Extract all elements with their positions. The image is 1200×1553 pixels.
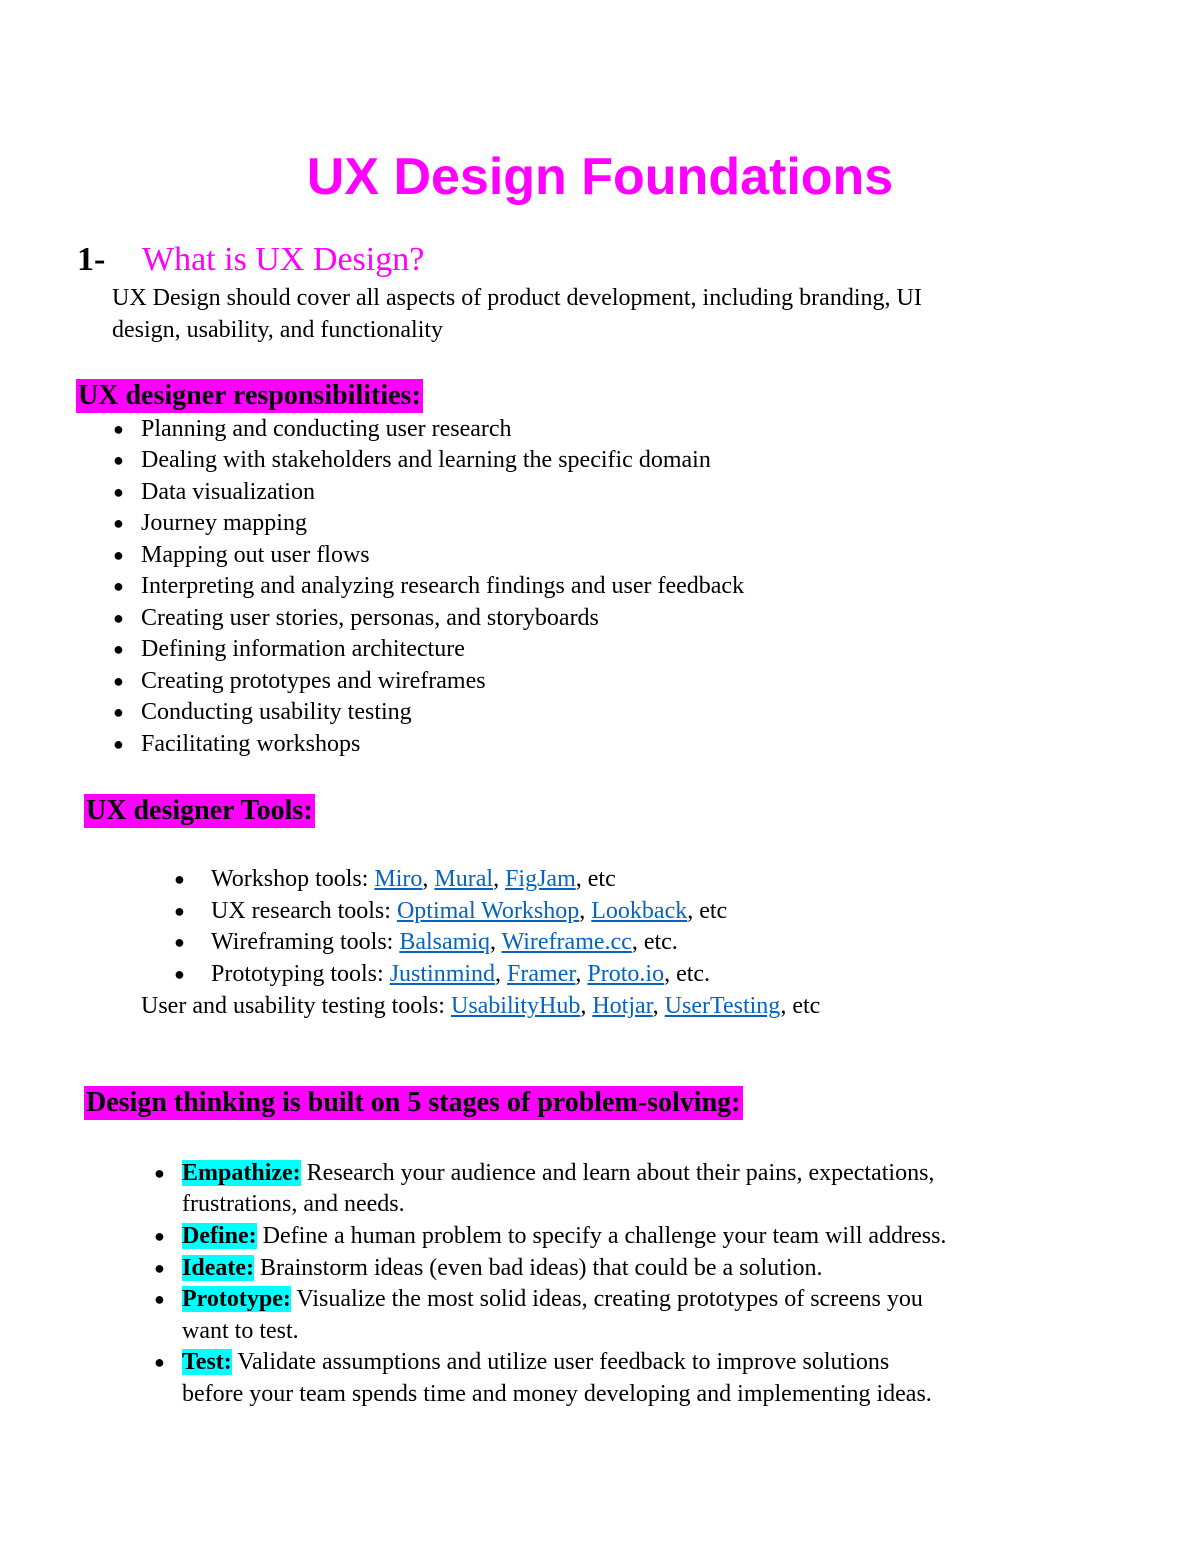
link-figjam[interactable]: FigJam [505, 866, 576, 892]
tool-category-label: UX research tools: [211, 898, 397, 924]
link-framer[interactable]: Framer [507, 961, 576, 987]
bullet-icon: ● [174, 964, 185, 984]
bullet-icon: ● [113, 702, 124, 722]
bullet-icon: ● [154, 1289, 165, 1309]
link-balsamiq[interactable]: Balsamiq [399, 929, 490, 955]
link-lookback[interactable]: Lookback [591, 898, 688, 924]
stage-term: Prototype: [182, 1286, 291, 1312]
link-miro[interactable]: Miro [374, 866, 423, 892]
bullet-icon: ● [113, 608, 124, 628]
page-title: UX Design Foundations [306, 148, 894, 206]
section-number: 1- [77, 241, 106, 278]
stage-term: Ideate: [182, 1255, 254, 1281]
bullet-icon: ● [113, 734, 124, 754]
link-wireframe-cc[interactable]: Wireframe.cc [501, 929, 632, 955]
section-title: What is UX Design? [142, 241, 425, 278]
bullet-icon: ● [154, 1163, 165, 1183]
link-proto-io[interactable]: Proto.io [587, 961, 665, 987]
stage-term: Empathize: [182, 1160, 301, 1186]
bullet-icon: ● [113, 482, 124, 502]
bullet-icon: ● [113, 419, 124, 439]
tool-category-label: Workshop tools: [211, 866, 375, 892]
bullet-icon: ● [154, 1226, 165, 1246]
responsibilities-heading: UX designer responsibilities: [78, 380, 421, 411]
stage-term: Define: [182, 1223, 257, 1249]
bullet-icon: ● [113, 450, 124, 470]
tool-category-label: User and usability testing tools: [141, 993, 451, 1019]
bullet-icon: ● [113, 576, 124, 596]
bullet-icon: ● [174, 869, 185, 889]
tool-category-label: Prototyping tools: [211, 961, 390, 987]
bullet-icon: ● [154, 1258, 165, 1278]
bullet-icon: ● [113, 545, 124, 565]
bullet-icon: ● [154, 1352, 165, 1372]
tools-heading: UX designer Tools: [86, 795, 313, 826]
link-usabilityhub[interactable]: UsabilityHub [450, 993, 581, 1019]
section-description-line2: design, usability, and functionality [112, 317, 444, 343]
link-usertesting[interactable]: UserTesting [664, 993, 781, 1019]
bullet-icon: ● [174, 901, 185, 921]
bullet-icon: ● [113, 639, 124, 659]
link-justinmind[interactable]: Justinmind [389, 961, 496, 987]
link-hotjar[interactable]: Hotjar [592, 993, 653, 1019]
bullet-icon: ● [113, 671, 124, 691]
bullet-icon: ● [174, 932, 185, 952]
section-description-line1: UX Design should cover all aspects of product development, including branding, UI [112, 285, 922, 311]
stage-term: Test: [182, 1349, 232, 1375]
bullet-icon: ● [113, 513, 124, 533]
tool-category-label: Wireframing tools: [211, 929, 400, 955]
design-thinking-heading: Design thinking is built on 5 stages of problem-solving: [86, 1087, 741, 1118]
link-optimal-workshop[interactable]: Optimal Workshop [396, 898, 580, 924]
link-mural[interactable]: Mural [434, 866, 494, 892]
